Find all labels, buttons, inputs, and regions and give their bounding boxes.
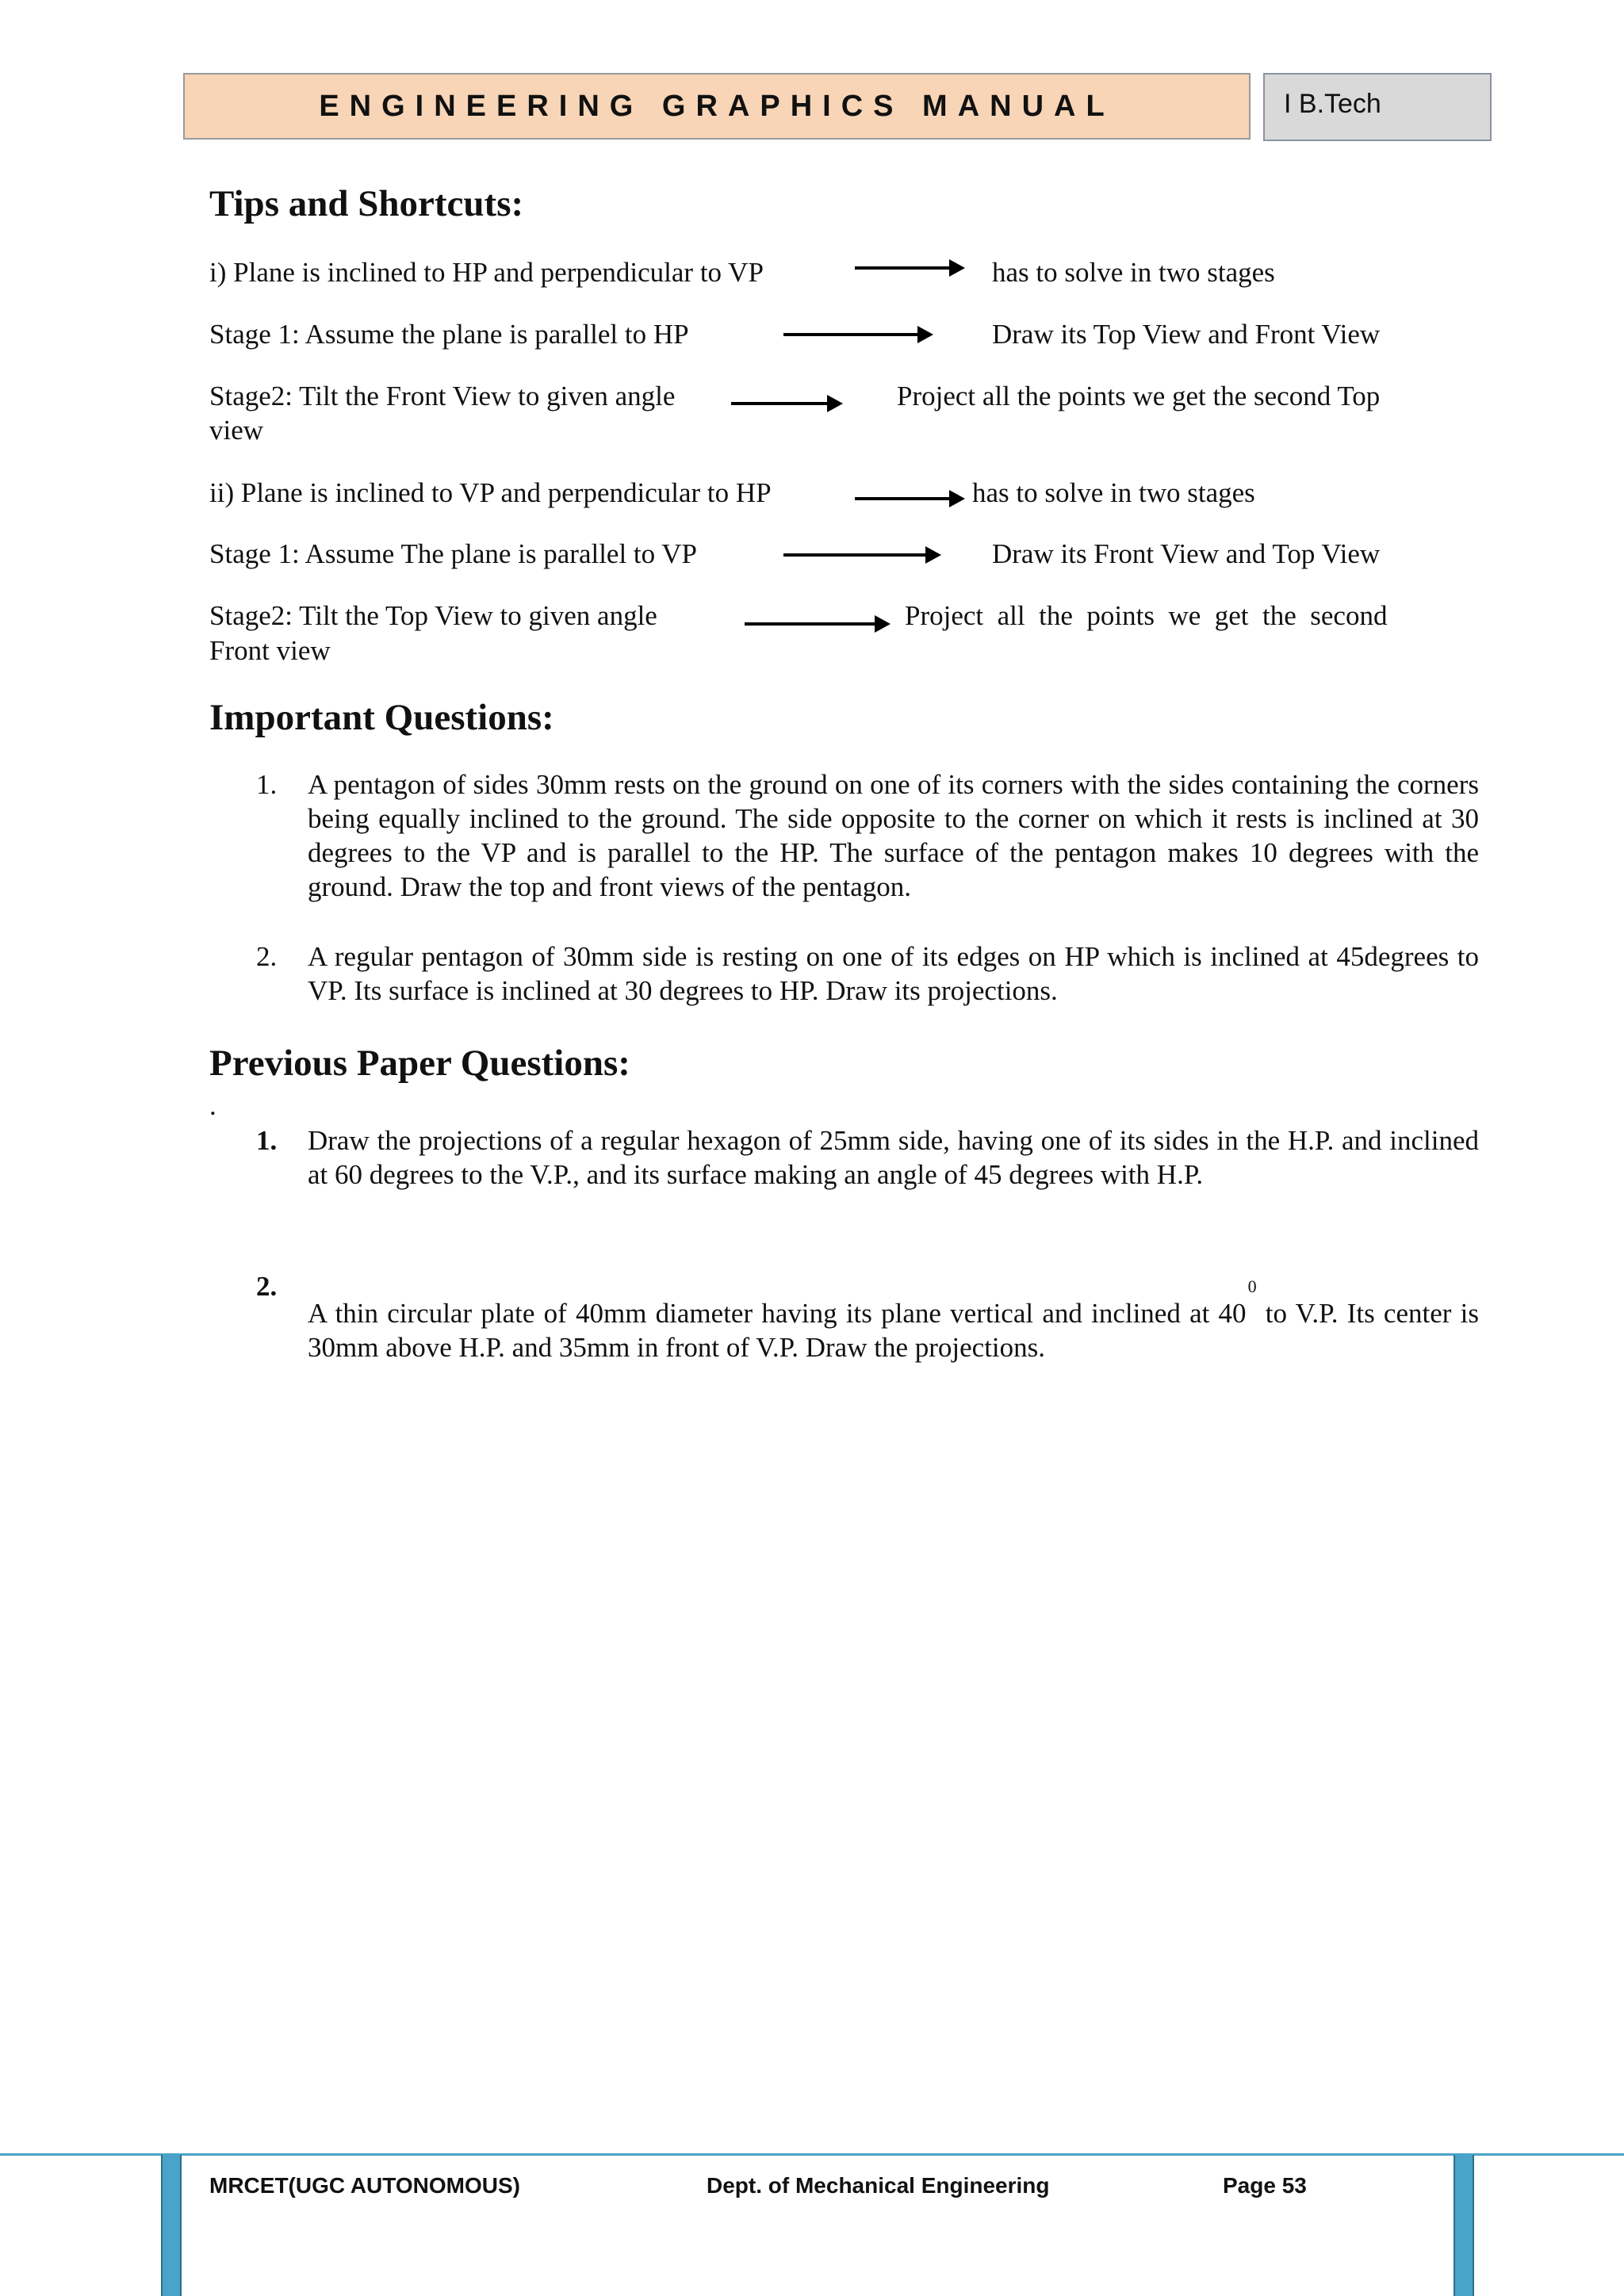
question-text: A regular pentagon of 30mm side is resting on one of its edges on HP which is inclined at 45degrees to VP. Its surface is inclined at 30 degrees to HP. Draw its projections. — [308, 941, 1479, 1006]
course-badge-label: I B.Tech — [1284, 89, 1381, 119]
footer-right-bar — [1454, 2155, 1474, 2296]
question-number: 2. — [256, 941, 278, 972]
tip-row-1-left: i) Plane is inclined to HP and perpendicular to VP — [209, 257, 764, 288]
tip-row-3-left: Stage2: Tilt the Front View to given angle — [209, 381, 676, 411]
tip-row-6-right: Project all the points we get the second — [905, 600, 1388, 631]
question-text: A pentagon of sides 30mm rests on the ground on one of its corners with the sides containing the corners being equally inclined to the ground. The side opposite to the corner on which it rests is inclined at 30 degrees to the VP and is parallel to the HP. The surface of the pentagon makes 10 degrees with the ground. Draw the top and front views of the pentagon. — [308, 769, 1479, 902]
tip-row-4-left: ii) Plane is inclined to VP and perpendicular to HP — [209, 477, 772, 508]
course-badge — [1263, 73, 1492, 141]
question-text — [308, 1269, 1479, 1364]
tip-row-2-right: Draw its Top View and Front View — [992, 319, 1381, 350]
manual-title-banner — [183, 73, 1251, 140]
question-number: 1. — [256, 1125, 278, 1156]
footer-department: Dept. of Mechanical Engineering — [707, 2173, 1050, 2198]
question-text-part-1: A thin circular plate of 40mm diameter having its plane vertical and inclined at 40 — [308, 1298, 1247, 1329]
previous-paper-heading: Previous Paper Questions: — [209, 1043, 630, 1084]
footer-left-bar — [161, 2155, 182, 2296]
question-number: 2. — [256, 1271, 278, 1302]
degree-superscript: 0 — [1247, 1276, 1257, 1296]
arrow-icon — [855, 497, 962, 500]
tip-row-5-right: Draw its Front View and Top View — [992, 538, 1381, 569]
tip-row-5-left: Stage 1: Assume The plane is parallel to VP — [209, 538, 698, 569]
arrow-icon — [731, 402, 840, 405]
footer-page-number: Page 53 — [1223, 2173, 1307, 2198]
tip-row-6-left: Stage2: Tilt the Top View to given angle — [209, 600, 657, 631]
tip-row-3-right: Project all the points we get the second Top — [897, 381, 1381, 411]
question-text: Draw the projections of a regular hexagon of 25mm side, having one of its sides in the H.P. and inclined at 60 degrees to the V.P., and its surface making an angle of 45 degrees with H.P. — [308, 1125, 1479, 1190]
arrow-icon — [745, 622, 887, 626]
arrow-icon — [783, 553, 938, 557]
question-number: 1. — [256, 769, 278, 800]
tip-row-2-left: Stage 1: Assume the plane is parallel to HP — [209, 319, 689, 350]
footer-institution: MRCET(UGC AUTONOMOUS) — [209, 2173, 520, 2198]
manual-title: ENGINEERING GRAPHICS MANUAL — [319, 89, 1115, 123]
question-text-part-2: to V.P. Its center is 30mm above H.P. and 35mm in front of V.P. Draw the projections. — [308, 1298, 1479, 1363]
tips-heading: Tips and Shortcuts: — [209, 183, 524, 224]
tip-row-1-right: has to solve in two stages — [992, 257, 1275, 288]
tip-row-4-right: has to solve in two stages — [972, 477, 1255, 508]
stray-dot: . — [209, 1090, 216, 1121]
arrow-icon — [855, 266, 962, 270]
tip-row-6-wrap: Front view — [209, 635, 331, 666]
important-questions-heading: Important Questions: — [209, 697, 554, 738]
arrow-icon — [783, 333, 930, 336]
tip-row-3-wrap: view — [209, 415, 264, 446]
footer-rule — [0, 2153, 1624, 2156]
